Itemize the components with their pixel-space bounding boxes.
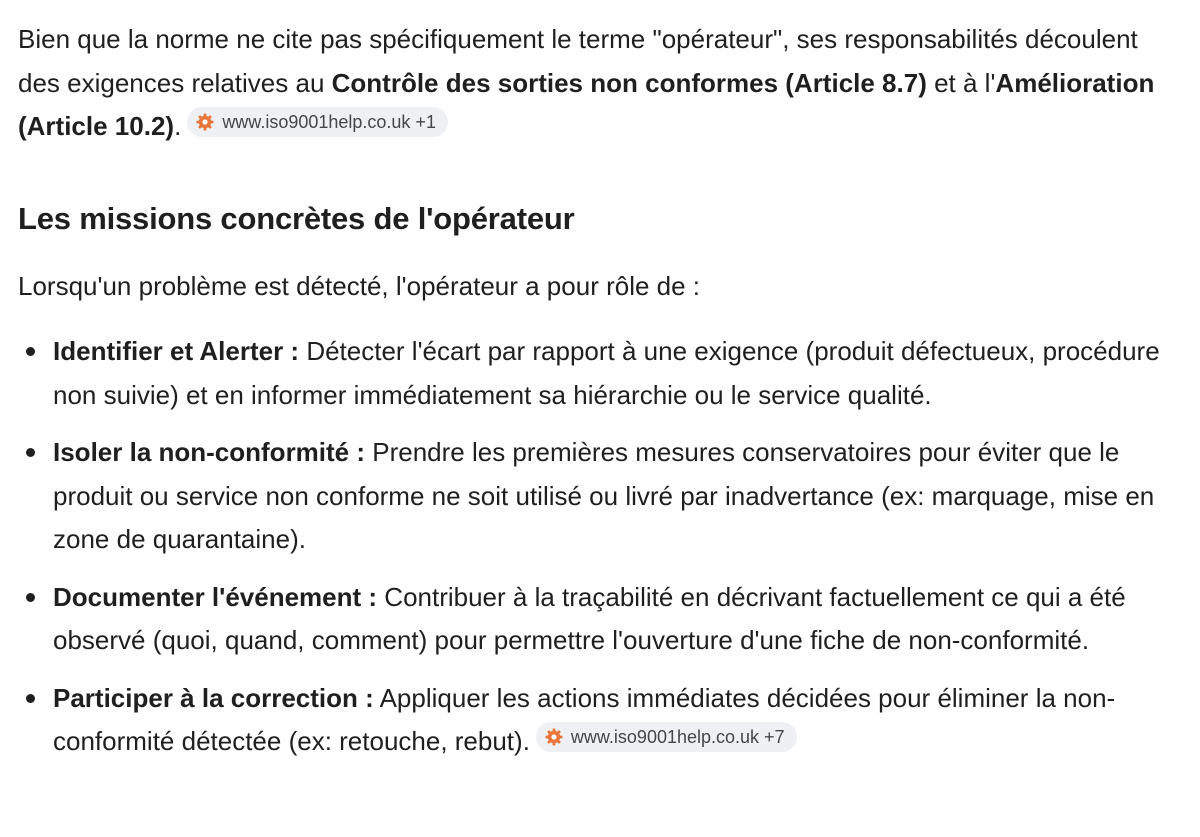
source-chip-2[interactable] — [536, 722, 797, 752]
source-chip-1-label: www.iso9001help.co.uk +1 — [222, 112, 436, 132]
list-item — [18, 576, 1170, 663]
list-item — [18, 330, 1170, 417]
intro-text-2: et à l' — [926, 67, 996, 98]
list-item-text: Contribuer à la traçabilité en décrivant factuellement ce qui a été observé (quoi, quand, comment) pour permettre l'ouverture d'une fiche de non-conformité. — [53, 581, 1126, 655]
missions-list — [18, 330, 1170, 764]
intro-text-1: Bien que la norme ne cite pas spécifiquement le terme "opérateur", ses responsabilités découlent des exigences relatives au — [18, 24, 1138, 98]
section-heading: Les missions concrètes de l'opérateur — [18, 200, 575, 236]
source-chip-1[interactable] — [187, 107, 448, 137]
bullet-icon — [26, 347, 35, 356]
list-item-title: Participer à la correction : — [53, 682, 374, 713]
intro-bold-article-10-2: Amélioration (Article 10.2) — [18, 67, 1155, 141]
bullet-icon — [26, 448, 35, 457]
list-item-title: Isoler la non-conformité : — [53, 437, 366, 467]
list-item — [18, 431, 1170, 562]
bullet-icon — [26, 593, 35, 602]
gear-icon — [195, 112, 215, 132]
gear-icon — [544, 727, 564, 747]
list-item — [18, 677, 1170, 764]
intro-paragraph — [18, 18, 1170, 149]
list-item-title: Documenter l'événement : — [53, 581, 378, 612]
list-item-title: Identifier et Alerter : — [53, 336, 300, 366]
list-item-text: Prendre les premières mesures conservatoires pour éviter que le produit ou service non conforme ne soit utilisé ou livré par inadvertance (ex: marquage, mise en zone de quarantaine). — [53, 437, 1155, 554]
intro-bold-article-8-7: Contrôle des sorties non conformes (Article 8.7) — [331, 67, 927, 98]
list-item-text: Détecter l'écart par rapport à une exigence (produit défectueux, procédure non suivie) et en informer immédiatement sa hiérarchie ou le service qualité. — [53, 336, 1160, 410]
bullet-icon — [26, 694, 35, 703]
source-chip-2-label: www.iso9001help.co.uk +7 — [570, 727, 785, 747]
section-lead: Lorsqu'un problème est détecté, l'opérateur a pour rôle de : — [18, 270, 701, 301]
list-item-text: Appliquer les actions immédiates décidées pour éliminer la non-conformité détectée (ex: retouche, rebut). — [53, 682, 1116, 756]
intro-text-3: . — [174, 111, 182, 141]
